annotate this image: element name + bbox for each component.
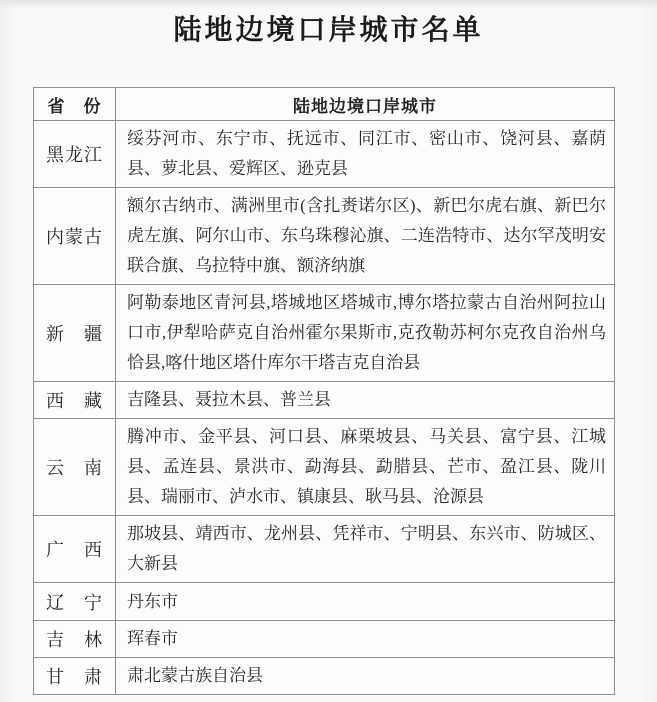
province-cell: 广 西 bbox=[34, 516, 116, 583]
province-cell: 新 疆 bbox=[34, 285, 116, 382]
cities-cell: 阿勒泰地区青河县,塔城地区塔城市,博尔塔拉蒙古自治州阿拉山口市,伊犁哈萨克自治州霍尔果斯市,克孜勒苏柯尔克孜自治州乌恰县,喀什地区塔什库尔干塔吉克自治县 bbox=[116, 285, 615, 382]
table-header-row bbox=[34, 88, 615, 121]
province-cell: 西 藏 bbox=[34, 382, 116, 419]
table-row bbox=[34, 285, 615, 382]
province-cell: 辽 宁 bbox=[34, 583, 116, 621]
table-row bbox=[34, 382, 615, 419]
table-row bbox=[34, 188, 615, 285]
table-row bbox=[34, 583, 615, 621]
cities-column-header: 陆地边境口岸城市 bbox=[116, 88, 615, 121]
cities-cell: 珲春市 bbox=[116, 621, 615, 658]
cities-cell: 肃北蒙古族自治县 bbox=[116, 658, 615, 695]
cities-cell: 那坡县、靖西市、龙州县、凭祥市、宁明县、东兴市、防城区、大新县 bbox=[116, 516, 615, 583]
table-row bbox=[34, 121, 615, 188]
province-cell: 吉 林 bbox=[34, 621, 116, 658]
table-row bbox=[34, 419, 615, 516]
province-cell: 云 南 bbox=[34, 419, 116, 516]
cities-cell: 吉隆县、聂拉木县、普兰县 bbox=[116, 382, 615, 419]
border-port-cities-table bbox=[33, 87, 615, 695]
province-cell: 甘 肃 bbox=[34, 658, 116, 695]
cities-cell: 绥芬河市、东宁市、抚远市、同江市、密山市、饶河县、嘉荫县、萝北县、爱辉区、逊克县 bbox=[116, 121, 615, 188]
table-row bbox=[34, 516, 615, 583]
province-cell: 黑龙江 bbox=[34, 121, 116, 188]
cities-cell: 腾冲市、金平县、河口县、麻栗坡县、马关县、富宁县、江城县、孟连县、景洪市、勐海县、勐腊县、芒市、盈江县、陇川县、瑞丽市、泸水市、镇康县、耿马县、沧源县 bbox=[116, 419, 615, 516]
table-row bbox=[34, 658, 615, 695]
document-title: 陆地边境口岸城市名单 bbox=[173, 15, 484, 46]
table-row bbox=[34, 621, 615, 658]
province-cell: 内蒙古 bbox=[34, 188, 116, 285]
province-column-header: 省 份 bbox=[34, 88, 116, 121]
cities-cell: 额尔古纳市、满洲里市(含扎赉诺尔区)、新巴尔虎右旗、新巴尔虎左旗、阿尔山市、东乌珠穆沁旗、二连浩特市、达尔罕茂明安联合旗、乌拉特中旗、额济纳旗 bbox=[116, 188, 615, 285]
cities-cell: 丹东市 bbox=[116, 583, 615, 621]
